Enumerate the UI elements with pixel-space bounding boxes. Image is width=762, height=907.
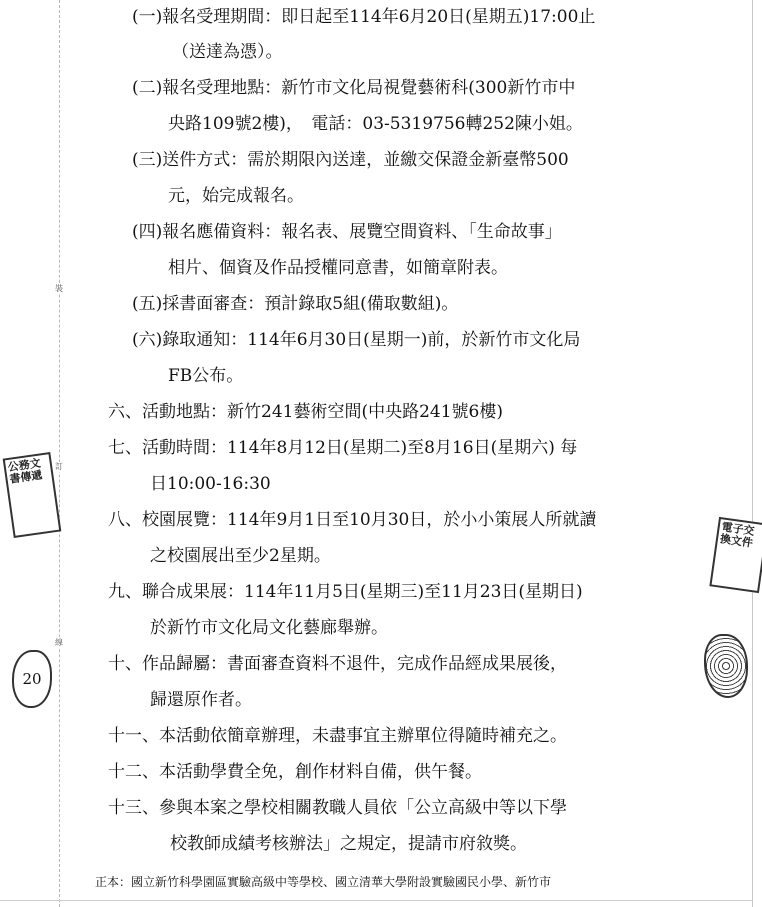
bottom-rule <box>0 900 752 901</box>
text-line: （送達為憑）。 <box>172 42 283 62</box>
text-line: FB公布。 <box>168 366 244 386</box>
page-number: 20 <box>22 670 42 688</box>
text-line: (五)採書面審查：預計錄取5組(備取數組)。 <box>132 294 459 314</box>
page-number-seal <box>12 650 52 708</box>
text-line: 八、校園展覽：114年9月1日至10月30日，於小小策展人所就讀 <box>108 510 597 530</box>
binding-line <box>59 0 60 907</box>
text-line: (三)送件方式：需於期限內送達，並繳交保證金新臺幣500 <box>132 150 569 170</box>
text-line: 日10:00-16:30 <box>150 474 271 494</box>
text-line: 七、活動時間：114年8月12日(星期二)至8月16日(星期六) 每 <box>108 438 578 458</box>
right-stamp: 電子交換文件 <box>709 517 762 593</box>
text-line: (六)錄取通知：114年6月30日(星期一)前，於新竹市文化局 <box>132 330 581 350</box>
text-line: 相片、個資及作品授權同意書，如簡章附表。 <box>168 258 508 278</box>
binding-mark-ding: 訂 <box>55 462 63 471</box>
text-line: 九、聯合成果展：114年11月5日(星期三)至11月23日(星期日) <box>108 582 583 602</box>
text-line: (一)報名受理期間：即日起至114年6月20日(星期五)17:00止 <box>132 7 596 27</box>
text-line: 校教師成績考核辦法」之規定，提請市府敘獎。 <box>170 834 527 854</box>
text-line: (二)報名受理地點：新竹市文化局視覺藝術科(300新竹市中 <box>132 78 576 98</box>
text-line: 十二、本活動學費全免，創作材料自備，供午餐。 <box>108 762 482 782</box>
text-line: 央路109號2樓)， 電話：03-5319756轉252陳小姐。 <box>168 114 583 134</box>
decorative-seal-icon <box>704 634 748 698</box>
binding-mark-zhuang: 裝 <box>55 284 63 293</box>
text-line: 歸還原作者。 <box>150 690 252 710</box>
footer-recipients: 正本：國立新竹科學園區實驗高級中等學校、國立清華大學附設實驗國民小學、新竹市 <box>95 875 552 889</box>
text-line: 十三、參與本案之學校相關教職人員依「公立高級中等以下學 <box>108 798 567 818</box>
text-line: (四)報名應備資料：報名表、展覽空間資料、「生命故事」 <box>132 222 562 242</box>
left-stamp: 公務文書傳遞 <box>3 452 62 538</box>
text-line: 六、活動地點：新竹241藝術空間(中央路241號6樓) <box>108 402 503 422</box>
text-line: 十、作品歸屬：書面審查資料不退件，完成作品經成果展後， <box>108 654 567 674</box>
binding-mark-xian: 線 <box>55 638 63 647</box>
text-line: 元，始完成報名。 <box>168 186 304 206</box>
text-line: 十一、本活動依簡章辦理，未盡事宜主辦單位得隨時補充之。 <box>108 726 567 746</box>
text-line: 之校園展出至少2星期。 <box>150 546 331 566</box>
text-line: 於新竹市文化局文化藝廊舉辦。 <box>150 618 388 638</box>
